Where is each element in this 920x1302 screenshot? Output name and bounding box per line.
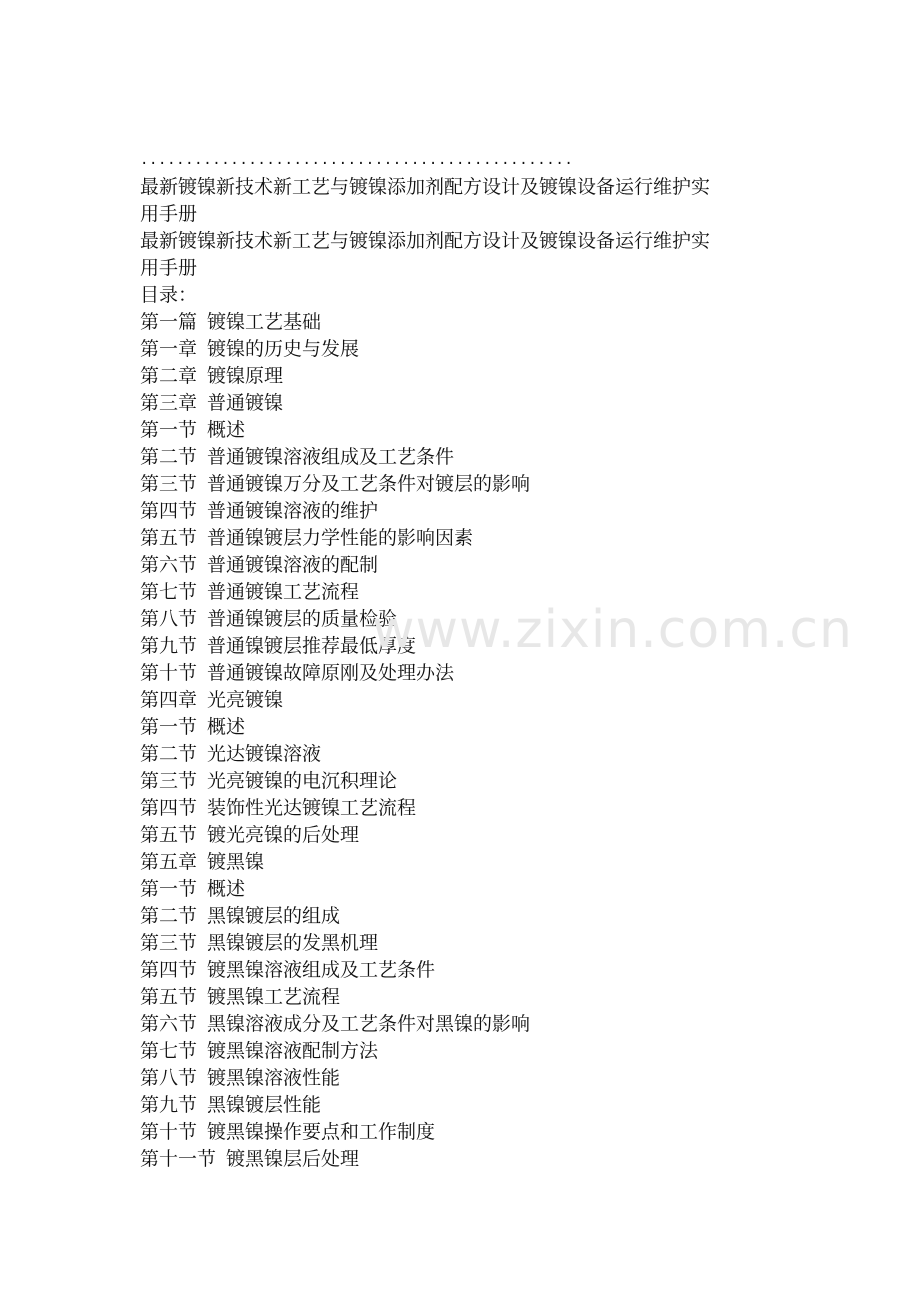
toc-item-title: 光达镀镍溶液 — [207, 743, 322, 765]
document-title-line: 用手册 — [140, 257, 198, 279]
toc-item-number: 第四节 — [140, 959, 198, 981]
toc-item — [140, 930, 780, 957]
toc-item-number: 第五章 — [140, 851, 198, 873]
toc-item-title: 普通镀镍溶液的配制 — [207, 554, 379, 576]
toc-item-number: 第二章 — [140, 365, 198, 387]
toc-item-number: 第一节 — [140, 716, 198, 738]
toc-item — [140, 687, 780, 714]
toc-item-title: 装饰性光达镀镍工艺流程 — [207, 797, 417, 819]
toc-item — [140, 309, 780, 336]
toc-item-number: 第八节 — [140, 608, 198, 630]
toc-item — [140, 660, 780, 687]
toc-item-title: 镀黑镍溶液性能 — [207, 1067, 341, 1089]
toc-item — [140, 390, 780, 417]
toc-item — [140, 957, 780, 984]
toc-item-number: 第八节 — [140, 1067, 198, 1089]
toc-item — [140, 1146, 780, 1173]
toc-item-number: 第二节 — [140, 446, 198, 468]
toc-item-title: 镀镍的历史与发展 — [207, 338, 360, 360]
toc-item-number: 第十一节 — [140, 1148, 217, 1170]
toc-item — [140, 795, 780, 822]
toc-item-title: 黑镍镀层的发黑机理 — [207, 932, 379, 954]
document-title-line: 最新镀镍新技术新工艺与镀镍添加剂配方设计及镀镍设备运行维护实 — [140, 230, 711, 252]
toc-item — [140, 768, 780, 795]
toc-item-title: 镀黑镍溶液组成及工艺条件 — [207, 959, 436, 981]
toc-item-number: 第三节 — [140, 932, 198, 954]
toc-item-number: 第三节 — [140, 473, 198, 495]
toc-item-number: 第十节 — [140, 662, 198, 684]
toc-item — [140, 1065, 780, 1092]
toc-item-title: 普通镍镀层力学性能的影响因素 — [207, 527, 474, 549]
table-of-contents — [140, 309, 780, 1173]
toc-item — [140, 741, 780, 768]
toc-item — [140, 903, 780, 930]
toc-item-title: 普通镀镍溶液组成及工艺条件 — [207, 446, 455, 468]
toc-item-title: 镀光亮镍的后处理 — [207, 824, 360, 846]
toc-item-title: 普通镍镀层的质量检验 — [207, 608, 398, 630]
toc-item-title: 黑镍镀层的组成 — [207, 905, 341, 927]
toc-item-number: 第三节 — [140, 770, 198, 792]
toc-item-title: 普通镍镀层推荐最低厚度 — [207, 635, 417, 657]
toc-item-number: 第一章 — [140, 338, 198, 360]
toc-item-number: 第五节 — [140, 986, 198, 1008]
document-body — [140, 174, 780, 1173]
toc-item-title: 镀黑镍 — [207, 851, 265, 873]
toc-item-title: 镀黑镍操作要点和工作制度 — [207, 1121, 436, 1143]
toc-item-number: 第四章 — [140, 689, 198, 711]
toc-item — [140, 876, 780, 903]
toc-item-title: 镀黑镍层后处理 — [226, 1148, 360, 1170]
toc-item-number: 第一节 — [140, 419, 198, 441]
toc-item-title: 概述 — [207, 878, 246, 900]
toc-item-number: 第一节 — [140, 878, 198, 900]
toc-item — [140, 444, 780, 471]
toc-item-title: 普通镀镍工艺流程 — [207, 581, 360, 603]
toc-item-title: 普通镀镍 — [207, 392, 284, 414]
toc-item — [140, 822, 780, 849]
toc-item-number: 第五节 — [140, 824, 198, 846]
toc-item-title: 黑镍镀层性能 — [207, 1094, 322, 1116]
toc-item — [140, 417, 780, 444]
toc-item-number: 第一篇 — [140, 311, 198, 333]
toc-item-number: 第四节 — [140, 500, 198, 522]
toc-item-title: 镀黑镍溶液配制方法 — [207, 1040, 379, 1062]
toc-item — [140, 471, 780, 498]
toc-item — [140, 1038, 780, 1065]
toc-item-title: 黑镍溶液成分及工艺条件对黑镍的影响 — [207, 1013, 531, 1035]
toc-item — [140, 984, 780, 1011]
toc-item — [140, 552, 780, 579]
toc-item — [140, 633, 780, 660]
watermark: www.zixin.com.cn — [372, 600, 853, 660]
toc-item-title: 镀镍原理 — [207, 365, 284, 387]
toc-item-number: 第二节 — [140, 905, 198, 927]
toc-item-number: 第六节 — [140, 1013, 198, 1035]
document-title-line: 最新镀镍新技术新工艺与镀镍添加剂配方设计及镀镍设备运行维护实 — [140, 176, 711, 198]
toc-item — [140, 579, 780, 606]
toc-item — [140, 363, 780, 390]
toc-item-number: 第二节 — [140, 743, 198, 765]
toc-item — [140, 606, 780, 633]
toc-item-number: 第十节 — [140, 1121, 198, 1143]
toc-item — [140, 336, 780, 363]
toc-item-title: 镀黑镍工艺流程 — [207, 986, 341, 1008]
toc-item — [140, 525, 780, 552]
toc-item-number: 第五节 — [140, 527, 198, 549]
toc-item — [140, 714, 780, 741]
toc-item-number: 第三章 — [140, 392, 198, 414]
toc-item — [140, 1011, 780, 1038]
toc-item-number: 第七节 — [140, 581, 198, 603]
toc-item-title: 光亮镀镍的电沉积理论 — [207, 770, 398, 792]
toc-item-title: 普通镀镍万分及工艺条件对镀层的影响 — [207, 473, 531, 495]
toc-item-title: 概述 — [207, 419, 246, 441]
toc-item — [140, 849, 780, 876]
toc-item-number: 第六节 — [140, 554, 198, 576]
toc-item-title: 普通镀镍故障原刚及处理办法 — [207, 662, 455, 684]
toc-item-number: 第九节 — [140, 635, 198, 657]
toc-item-title: 光亮镀镍 — [207, 689, 284, 711]
toc-item — [140, 1119, 780, 1146]
document-title-line: 用手册 — [140, 203, 198, 225]
toc-item-number: 第七节 — [140, 1040, 198, 1062]
toc-item — [140, 1092, 780, 1119]
toc-item-title: 普通镀镍溶液的维护 — [207, 500, 379, 522]
toc-item-number: 第四节 — [140, 797, 198, 819]
dotted-leader: ................................................ — [140, 152, 574, 168]
toc-item-title: 概述 — [207, 716, 246, 738]
toc-item — [140, 498, 780, 525]
toc-item-title: 镀镍工艺基础 — [207, 311, 322, 333]
toc-heading: 目录： — [140, 284, 198, 306]
toc-item-number: 第九节 — [140, 1094, 198, 1116]
